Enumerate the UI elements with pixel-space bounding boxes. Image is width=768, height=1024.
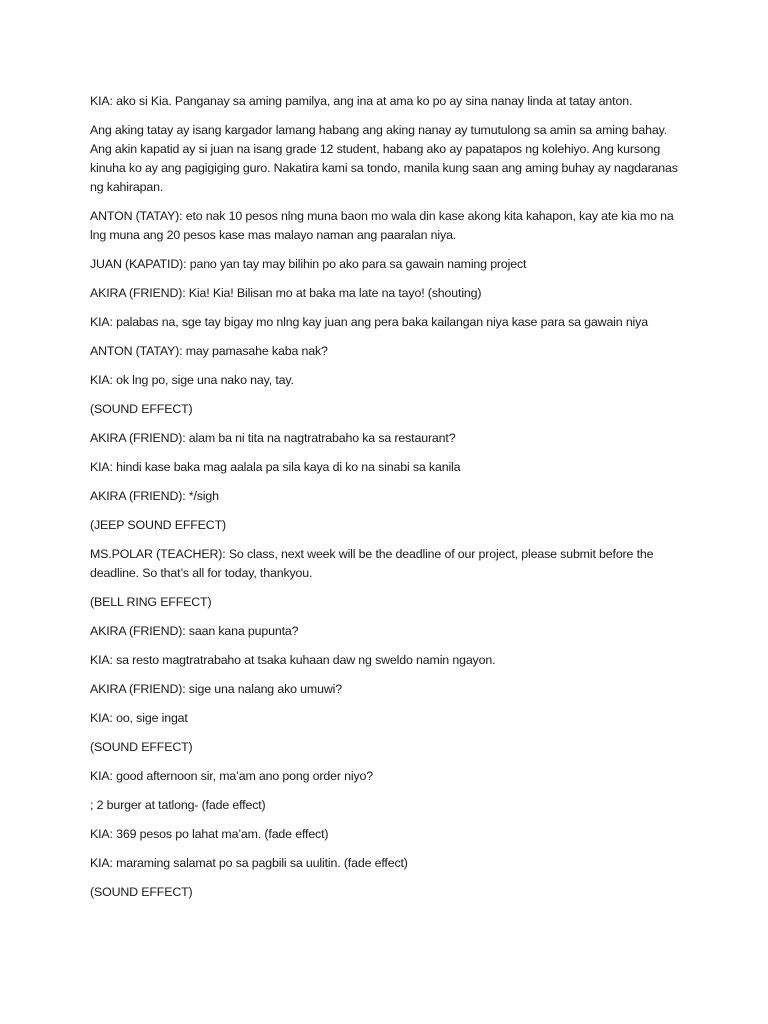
- script-line: MS.POLAR (TEACHER): So class, next week will be the deadline of our project, please submit before the deadline. So that’s all for today, thankyou.: [90, 547, 654, 580]
- script-line: (JEEP SOUND EFFECT): [90, 518, 226, 532]
- script-line: ; 2 burger at tatlong- (fade effect): [90, 798, 266, 812]
- script-line: (SOUND EFFECT): [90, 402, 193, 416]
- script-line: JUAN (KAPATID): pano yan tay may bilihin po ako para sa gawain naming project: [90, 257, 527, 271]
- script-line: KIA: ok lng po, sige una nako nay, tay.: [90, 373, 294, 387]
- script-line: AKIRA (FRIEND): Kia! Kia! Bilisan mo at baka ma late na tayo! (shouting): [90, 286, 482, 300]
- script-line: AKIRA (FRIEND): saan kana pupunta?: [90, 624, 299, 638]
- script-line: (BELL RING EFFECT): [90, 595, 212, 609]
- script-line: KIA: maraming salamat po sa pagbili sa uulitin. (fade effect): [90, 856, 408, 870]
- script-line: ANTON (TATAY): may pamasahe kaba nak?: [90, 344, 328, 358]
- script-line: ANTON (TATAY): eto nak 10 pesos nlng muna baon mo wala din kase akong kita kahapon, kay ate kia mo na lng muna ang 20 pesos kase mas malayo naman ang paaralan niya.: [90, 209, 674, 242]
- script-line: Ang aking tatay ay isang kargador lamang habang ang aking nanay ay tumutulong sa amin sa aming bahay. Ang akin kapatid ay si juan na isang grade 12 student, habang ako ay papatapos ng kolehiyo. Ang kursong kinuha ko ay ang pagigiging guro. Nakatira kami sa tondo, manila kung saan ang aming buhay ay nagdaranas ng kahirapan.: [90, 123, 678, 194]
- script-line: KIA: oo, sige ingat: [90, 711, 188, 725]
- script-line: KIA: 369 pesos po lahat ma’am. (fade effect): [90, 827, 329, 841]
- script-body: [90, 92, 680, 912]
- script-line: AKIRA (FRIEND): alam ba ni tita na nagtratrabaho ka sa restaurant?: [90, 431, 456, 445]
- script-line: (SOUND EFFECT): [90, 740, 193, 754]
- script-line: KIA: palabas na, sge tay bigay mo nlng kay juan ang pera baka kailangan niya kase para sa gawain niya: [90, 315, 648, 329]
- script-line: AKIRA (FRIEND): */sigh: [90, 489, 219, 503]
- script-line: KIA: sa resto magtratrabaho at tsaka kuhaan daw ng sweldo namin ngayon.: [90, 653, 496, 667]
- script-line: KIA: good afternoon sir, ma’am ano pong order niyo?: [90, 769, 374, 783]
- script-line: (SOUND EFFECT): [90, 885, 193, 899]
- script-line: KIA: ako si Kia. Panganay sa aming pamilya, ang ina at ama ko po ay sina nanay linda at tatay anton.: [90, 94, 633, 108]
- script-line: AKIRA (FRIEND): sige una nalang ako umuwi?: [90, 682, 342, 696]
- script-line: KIA: hindi kase baka mag aalala pa sila kaya di ko na sinabi sa kanila: [90, 460, 461, 474]
